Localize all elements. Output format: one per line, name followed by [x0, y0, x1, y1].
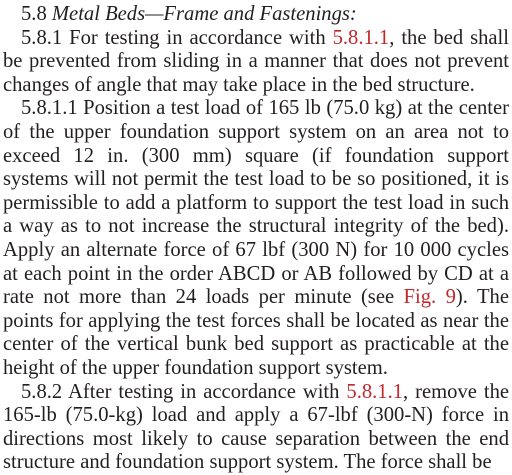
paragraph-5-8-1	[3, 27, 509, 98]
paragraph-text: Position a test load of 165 lb (75.0 kg) at the center of the upper foundation support system on an area not to exceed 12 in. (300 mm) square (if foundation support systems will not permit the test load to be so positioned, it is permissible to add a platform to support the test load in such a way as to not increase the structural integrity of the bed). Apply an alternate force of 67 lbf (300 N) for 10 000 cycles at each point in the order ABCD or AB followed by CD at a rate not more than 24 loads per minute (see	[3, 97, 509, 309]
section-title: Metal Beds—Frame and Fastenings:	[51, 3, 357, 25]
paragraph-text: , remove the 165-lb (75.0-kg) load and apply a 67-lbf (300-N) force in directions most likely to cause separation between the end structure and foundation support system. The force shall be	[3, 380, 510, 474]
section-reference-link[interactable]: 5.8.1.1	[332, 26, 390, 49]
paragraph-5-8-1-1	[3, 97, 509, 380]
paragraph-number: 5.8.2	[21, 380, 63, 403]
figure-reference-link[interactable]: Fig. 9	[403, 286, 456, 309]
paragraph-text: For testing in accordance with	[69, 26, 333, 49]
paragraph-text: , the bed shall be prevented from sliding in a manner that does not prevent changes of angle that may take place in the bed structure.	[3, 26, 509, 96]
paragraph-text: After testing in accordance with	[68, 380, 347, 403]
paragraph-number: 5.8.1	[21, 26, 63, 49]
paragraph-text: ). The points for applying the test forces shall be located as near the center of the vertical bunk bed support as practicable at the height of the upper foundation support system.	[3, 286, 509, 379]
document-page	[3, 3, 509, 475]
section-number: 5.8	[21, 3, 47, 25]
paragraph-number: 5.8.1.1	[21, 97, 78, 120]
section-heading	[3, 3, 509, 27]
paragraph-5-8-2	[3, 381, 509, 475]
section-reference-link[interactable]: 5.8.1.1	[346, 380, 404, 403]
